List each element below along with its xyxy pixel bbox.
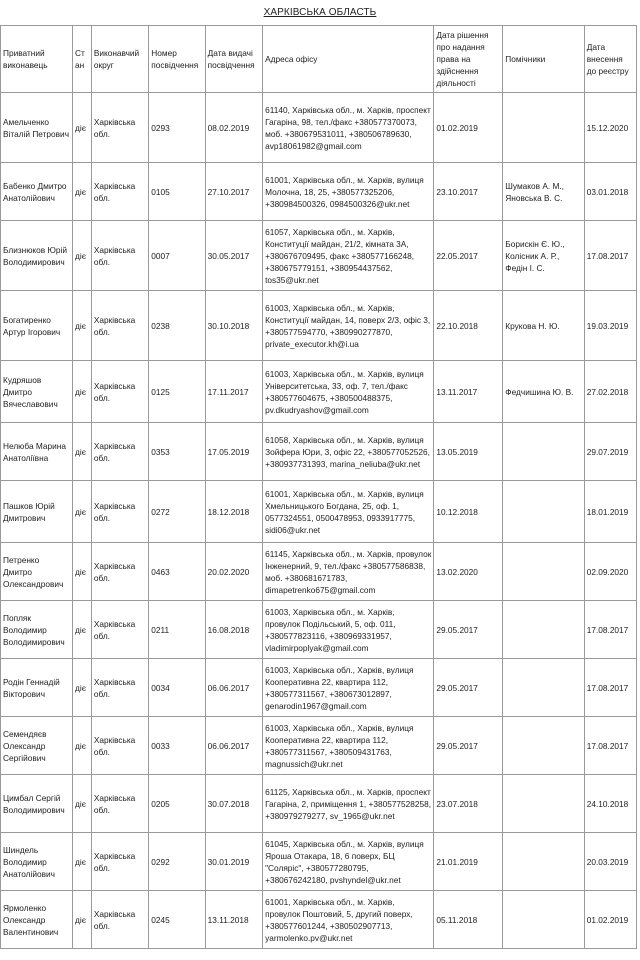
header-assistants: Помічники: [503, 26, 584, 93]
decision-date-cell: 29.05.2017: [434, 601, 503, 659]
issue-date-cell: 08.02.2019: [205, 93, 262, 163]
assistants-cell: Крукова Н. Ю.: [503, 291, 584, 361]
table-row: [1, 163, 637, 221]
district-cell: Харківська обл.: [91, 891, 148, 949]
decision-date-cell: 13.11.2017: [434, 361, 503, 423]
registry-date-cell: 27.02.2018: [584, 361, 636, 423]
status-cell: діє: [73, 221, 92, 291]
registry-date-cell: 18.01.2019: [584, 481, 636, 543]
registry-date-cell: 01.02.2019: [584, 891, 636, 949]
registry-date-cell: 03.01.2018: [584, 163, 636, 221]
issue-date-cell: 16.08.2018: [205, 601, 262, 659]
decision-date-cell: 22.05.2017: [434, 221, 503, 291]
registry-date-cell: 17.08.2017: [584, 659, 636, 717]
issue-date-cell: 30.07.2018: [205, 775, 262, 833]
executor-name-cell: Попляк Володимир Володимирович: [1, 601, 73, 659]
issue-date-cell: 30.01.2019: [205, 833, 262, 891]
issue-date-cell: 30.10.2018: [205, 291, 262, 361]
office-address-cell: 61058, Харківська обл., м. Харків, вулиця Зойфера Юри, 3, офіс 22, +380577052526, +380937731393, marina_neliuba@ukr.net: [263, 423, 434, 481]
certificate-number-cell: 0105: [149, 163, 205, 221]
status-cell: діє: [73, 93, 92, 163]
executor-name-cell: Амельченко Віталій Петрович: [1, 93, 73, 163]
office-address-cell: 61001, Харківська обл., м. Харків, провулок Поштовий, 5, другий поверх, +380577601244, +380502907713, yarmolenko.pv@ukr.net: [263, 891, 434, 949]
assistants-cell: [503, 891, 584, 949]
executor-name-cell: Семендяєв Олександр Сергійович: [1, 717, 73, 775]
executor-name-cell: Богатиренко Артур Ігорович: [1, 291, 73, 361]
district-cell: Харківська обл.: [91, 361, 148, 423]
district-cell: Харківська обл.: [91, 481, 148, 543]
office-address-cell: 61003, Харківська обл., м. Харків, провулок Подільський, 5, оф. 011, +380577823116, +380969331957, vladimirpoplyak@gmail.com: [263, 601, 434, 659]
issue-date-cell: 18.12.2018: [205, 481, 262, 543]
status-cell: діє: [73, 833, 92, 891]
table-row: [1, 601, 637, 659]
header-district: Виконавчий округ: [91, 26, 148, 93]
status-cell: діє: [73, 543, 92, 601]
issue-date-cell: 27.10.2017: [205, 163, 262, 221]
certificate-number-cell: 0034: [149, 659, 205, 717]
table-row: [1, 221, 637, 291]
header-decision-date: Дата рішення про надання права на здійснення діяльності: [434, 26, 503, 93]
status-cell: діє: [73, 601, 92, 659]
registry-date-cell: 20.03.2019: [584, 833, 636, 891]
office-address-cell: 61057, Харківська обл., м. Харків, Конституції майдан, 21/2, кімната 3А, +380676709495, факс +380577166248, +380675779151, +380954437562, tos35@ukr.net: [263, 221, 434, 291]
region-title: ХАРКІВСЬКА ОБЛАСТЬ: [263, 7, 377, 18]
decision-date-cell: 01.02.2019: [434, 93, 503, 163]
assistants-cell: [503, 93, 584, 163]
registry-date-cell: 24.10.2018: [584, 775, 636, 833]
office-address-cell: 61003, Харківська обл., м. Харків, Конституції майдан, 14, поверх 2/3, офіс 3, +380577594770, +380990277870, private_executor.kh@i.ua: [263, 291, 434, 361]
office-address-cell: 61001, Харківська обл., м. Харків, вулиця Молочна, 18, 25, +380577325206, +380984500326, 0984500326@ukr.net: [263, 163, 434, 221]
table-row: [1, 423, 637, 481]
decision-date-cell: 13.02.2020: [434, 543, 503, 601]
certificate-number-cell: 0245: [149, 891, 205, 949]
district-cell: Харківська обл.: [91, 291, 148, 361]
header-certificate-number: Номер посвідчення: [149, 26, 205, 93]
office-address-cell: 61125, Харківська обл., м. Харків, проспект Гагаріна, 2, приміщення 1, +380577528258, +380979279277, sv_1965@ukr.net: [263, 775, 434, 833]
certificate-number-cell: 0125: [149, 361, 205, 423]
certificate-number-cell: 0211: [149, 601, 205, 659]
district-cell: Харківська обл.: [91, 423, 148, 481]
table-row: [1, 361, 637, 423]
assistants-cell: Борискін Є. Ю., Колісник А. Р., Федін І. С.: [503, 221, 584, 291]
issue-date-cell: 17.11.2017: [205, 361, 262, 423]
table-row: [1, 291, 637, 361]
table-row: [1, 775, 637, 833]
office-address-cell: 61045, Харківська обл., м. Харків, вулиця Ярошa Отакара, 18, 6 поверх, БЦ "Соляріс", +380577280795, +380676242180, pvshyndel@ukr.net: [263, 833, 434, 891]
district-cell: Харківська обл.: [91, 221, 148, 291]
decision-date-cell: 29.05.2017: [434, 717, 503, 775]
certificate-number-cell: 0033: [149, 717, 205, 775]
executor-name-cell: Бабенко Дмитро Анатолійович: [1, 163, 73, 221]
executor-name-cell: Близнюков Юрій Володимирович: [1, 221, 73, 291]
district-cell: Харківська обл.: [91, 93, 148, 163]
table-row: [1, 481, 637, 543]
status-cell: діє: [73, 291, 92, 361]
table-row: [1, 833, 637, 891]
header-status: Стан: [73, 26, 92, 93]
decision-date-cell: 21.01.2019: [434, 833, 503, 891]
executor-name-cell: Цимбал Сергій Володимирович: [1, 775, 73, 833]
status-cell: діє: [73, 659, 92, 717]
office-address-cell: 61145, Харківська обл., м. Харків, провулок Інженерний, 9, тел./факс +380577586838, моб. +380681671783, dimapetrenko675@gmail.com: [263, 543, 434, 601]
registry-date-cell: 17.08.2017: [584, 601, 636, 659]
certificate-number-cell: 0293: [149, 93, 205, 163]
issue-date-cell: 13.11.2018: [205, 891, 262, 949]
status-cell: діє: [73, 891, 92, 949]
certificate-number-cell: 0238: [149, 291, 205, 361]
assistants-cell: [503, 775, 584, 833]
registry-date-cell: 02.09.2020: [584, 543, 636, 601]
issue-date-cell: 06.06.2017: [205, 717, 262, 775]
executors-table: [0, 25, 637, 949]
executor-name-cell: Кудряшов Дмитро Вячеславович: [1, 361, 73, 423]
table-header-row: [1, 26, 637, 93]
assistants-cell: [503, 481, 584, 543]
status-cell: діє: [73, 717, 92, 775]
district-cell: Харківська обл.: [91, 601, 148, 659]
executor-name-cell: Ярмоленко Олександр Валентинович: [1, 891, 73, 949]
certificate-number-cell: 0292: [149, 833, 205, 891]
registry-date-cell: 17.08.2017: [584, 717, 636, 775]
certificate-number-cell: 0205: [149, 775, 205, 833]
executor-name-cell: Петренко Дмитро Олександрович: [1, 543, 73, 601]
executor-name-cell: Шиндель Володимир Анатолійович: [1, 833, 73, 891]
executor-name-cell: Пашков Юрій Дмитрович: [1, 481, 73, 543]
assistants-cell: Федчишина Ю. В.: [503, 361, 584, 423]
office-address-cell: 61140, Харківська обл., м. Харків, проспект Гагаріна, 98, тел./факс +380577370073, моб. +380679531011, +380506789630, avp18061982@gmail.com: [263, 93, 434, 163]
table-row: [1, 891, 637, 949]
district-cell: Харківська обл.: [91, 163, 148, 221]
certificate-number-cell: 0272: [149, 481, 205, 543]
status-cell: діє: [73, 361, 92, 423]
certificate-number-cell: 0463: [149, 543, 205, 601]
status-cell: діє: [73, 481, 92, 543]
certificate-number-cell: 0353: [149, 423, 205, 481]
issue-date-cell: 30.05.2017: [205, 221, 262, 291]
office-address-cell: 61001, Харківська обл., м. Харків, вулиця Хмельницького Богдана, 25, оф. 1, 0577324551, 0500478953, 0933917775, sidi06@ukr.net: [263, 481, 434, 543]
district-cell: Харківська обл.: [91, 717, 148, 775]
decision-date-cell: 05.11.2018: [434, 891, 503, 949]
decision-date-cell: 23.10.2017: [434, 163, 503, 221]
assistants-cell: [503, 717, 584, 775]
district-cell: Харківська обл.: [91, 833, 148, 891]
executor-name-cell: Нелюба Марина Анатоліївна: [1, 423, 73, 481]
issue-date-cell: 20.02.2020: [205, 543, 262, 601]
decision-date-cell: 23.07.2018: [434, 775, 503, 833]
office-address-cell: 61003, Харківська обл., Харків, вулиця Кооперативна 22, квартира 112, +380577311567, +380673012897, genarodin1967@gmail.com: [263, 659, 434, 717]
certificate-number-cell: 0007: [149, 221, 205, 291]
header-registry-date: Дата внесення до реєстру: [584, 26, 636, 93]
table-row: [1, 93, 637, 163]
registry-date-cell: 29.07.2019: [584, 423, 636, 481]
assistants-cell: [503, 659, 584, 717]
district-cell: Харківська обл.: [91, 775, 148, 833]
issue-date-cell: 06.06.2017: [205, 659, 262, 717]
district-cell: Харківська обл.: [91, 543, 148, 601]
header-office-address: Адреса офісу: [263, 26, 434, 93]
assistants-cell: [503, 833, 584, 891]
status-cell: діє: [73, 775, 92, 833]
header-issue-date: Дата видачі посвідчення: [205, 26, 262, 93]
issue-date-cell: 17.05.2019: [205, 423, 262, 481]
header-executor: Приватний виконавець: [1, 26, 73, 93]
assistants-cell: [503, 423, 584, 481]
assistants-cell: [503, 543, 584, 601]
executor-name-cell: Родін Геннадій Вікторович: [1, 659, 73, 717]
table-row: [1, 543, 637, 601]
assistants-cell: [503, 601, 584, 659]
table-row: [1, 717, 637, 775]
decision-date-cell: 13.05.2019: [434, 423, 503, 481]
decision-date-cell: 10.12.2018: [434, 481, 503, 543]
status-cell: діє: [73, 423, 92, 481]
registry-date-cell: 17.08.2017: [584, 221, 636, 291]
office-address-cell: 61003, Харківська обл., м. Харків, вулиця Університетська, 33, оф. 7, тел./факс +380577604675, +380500488375, pv.dkudryashov@gmail.com: [263, 361, 434, 423]
registry-date-cell: 19.03.2019: [584, 291, 636, 361]
decision-date-cell: 29.05.2017: [434, 659, 503, 717]
status-cell: діє: [73, 163, 92, 221]
district-cell: Харківська обл.: [91, 659, 148, 717]
decision-date-cell: 22.10.2018: [434, 291, 503, 361]
registry-date-cell: 15.12.2020: [584, 93, 636, 163]
office-address-cell: 61003, Харківська обл., Харків, вулиця Кооперативна 22, квартира 112, +380577311567, +380509431763, magnussich@ukr.net: [263, 717, 434, 775]
table-row: [1, 659, 637, 717]
assistants-cell: Шумаков А. М., Яновська В. С.: [503, 163, 584, 221]
